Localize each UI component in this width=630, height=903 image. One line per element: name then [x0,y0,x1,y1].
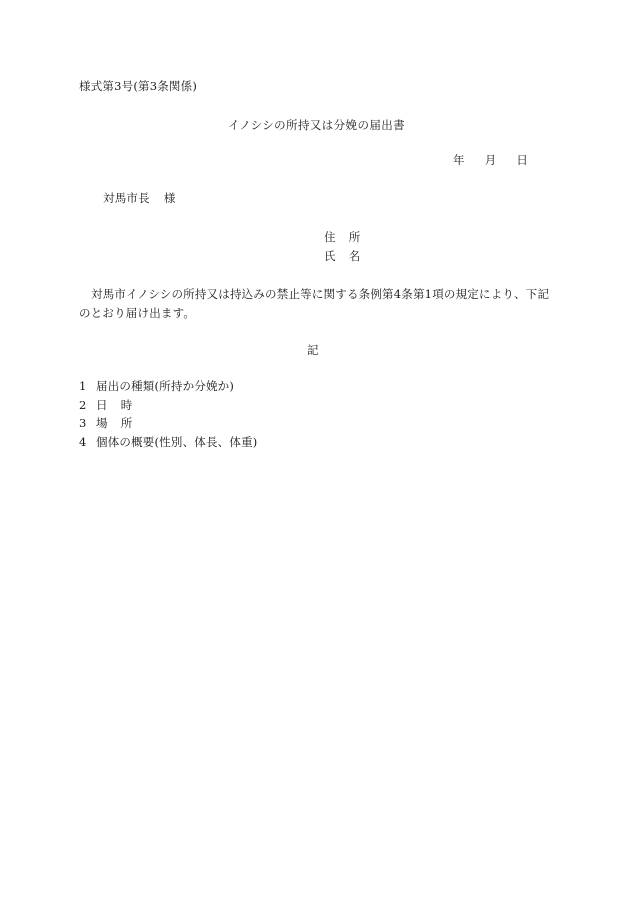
item-number: 1 [79,379,87,393]
address-label [324,232,360,244]
list-item [79,381,234,393]
item-number: 2 [79,398,87,412]
name-label [324,251,360,263]
addressee [103,193,176,205]
list-item [79,418,132,430]
date-line [453,155,528,167]
year-label: 年 [453,153,465,167]
month-label: 月 [484,153,497,167]
item-label: 個体の概要(性別、体長、体重) [96,435,258,449]
item-number: 4 [79,435,87,449]
item-label: 届出の種類(所持か分娩か) [96,379,235,393]
day-label: 日 [516,153,529,167]
name-label-part-1: 氏 [324,249,336,263]
body-text-line-2: のとおり届け出ます。 [79,306,196,320]
item-label-part-2: 所 [120,416,133,430]
address-label-part-2: 所 [348,230,361,244]
address-label-part-1: 住 [324,230,336,244]
document-title: イノシシの所持又は分娩の届出書 [228,118,406,132]
body-text-line-1: 対馬市イノシシの所持又は持込みの禁止等に関する条例第4条第1項の規定により、下記 [91,287,550,301]
addressee-name: 対馬市長 [103,191,150,205]
item-label-part-2: 時 [120,398,133,412]
name-label-part-2: 名 [348,249,361,263]
list-item [79,437,257,449]
addressee-honorific: 様 [163,191,176,205]
item-label-part-1: 日 [96,398,108,412]
ki-heading: 記 [307,343,319,357]
item-label-part-1: 場 [96,416,108,430]
list-item [79,400,132,412]
form-number: 様式第3号(第3条関係) [79,79,198,93]
item-number: 3 [79,416,87,430]
